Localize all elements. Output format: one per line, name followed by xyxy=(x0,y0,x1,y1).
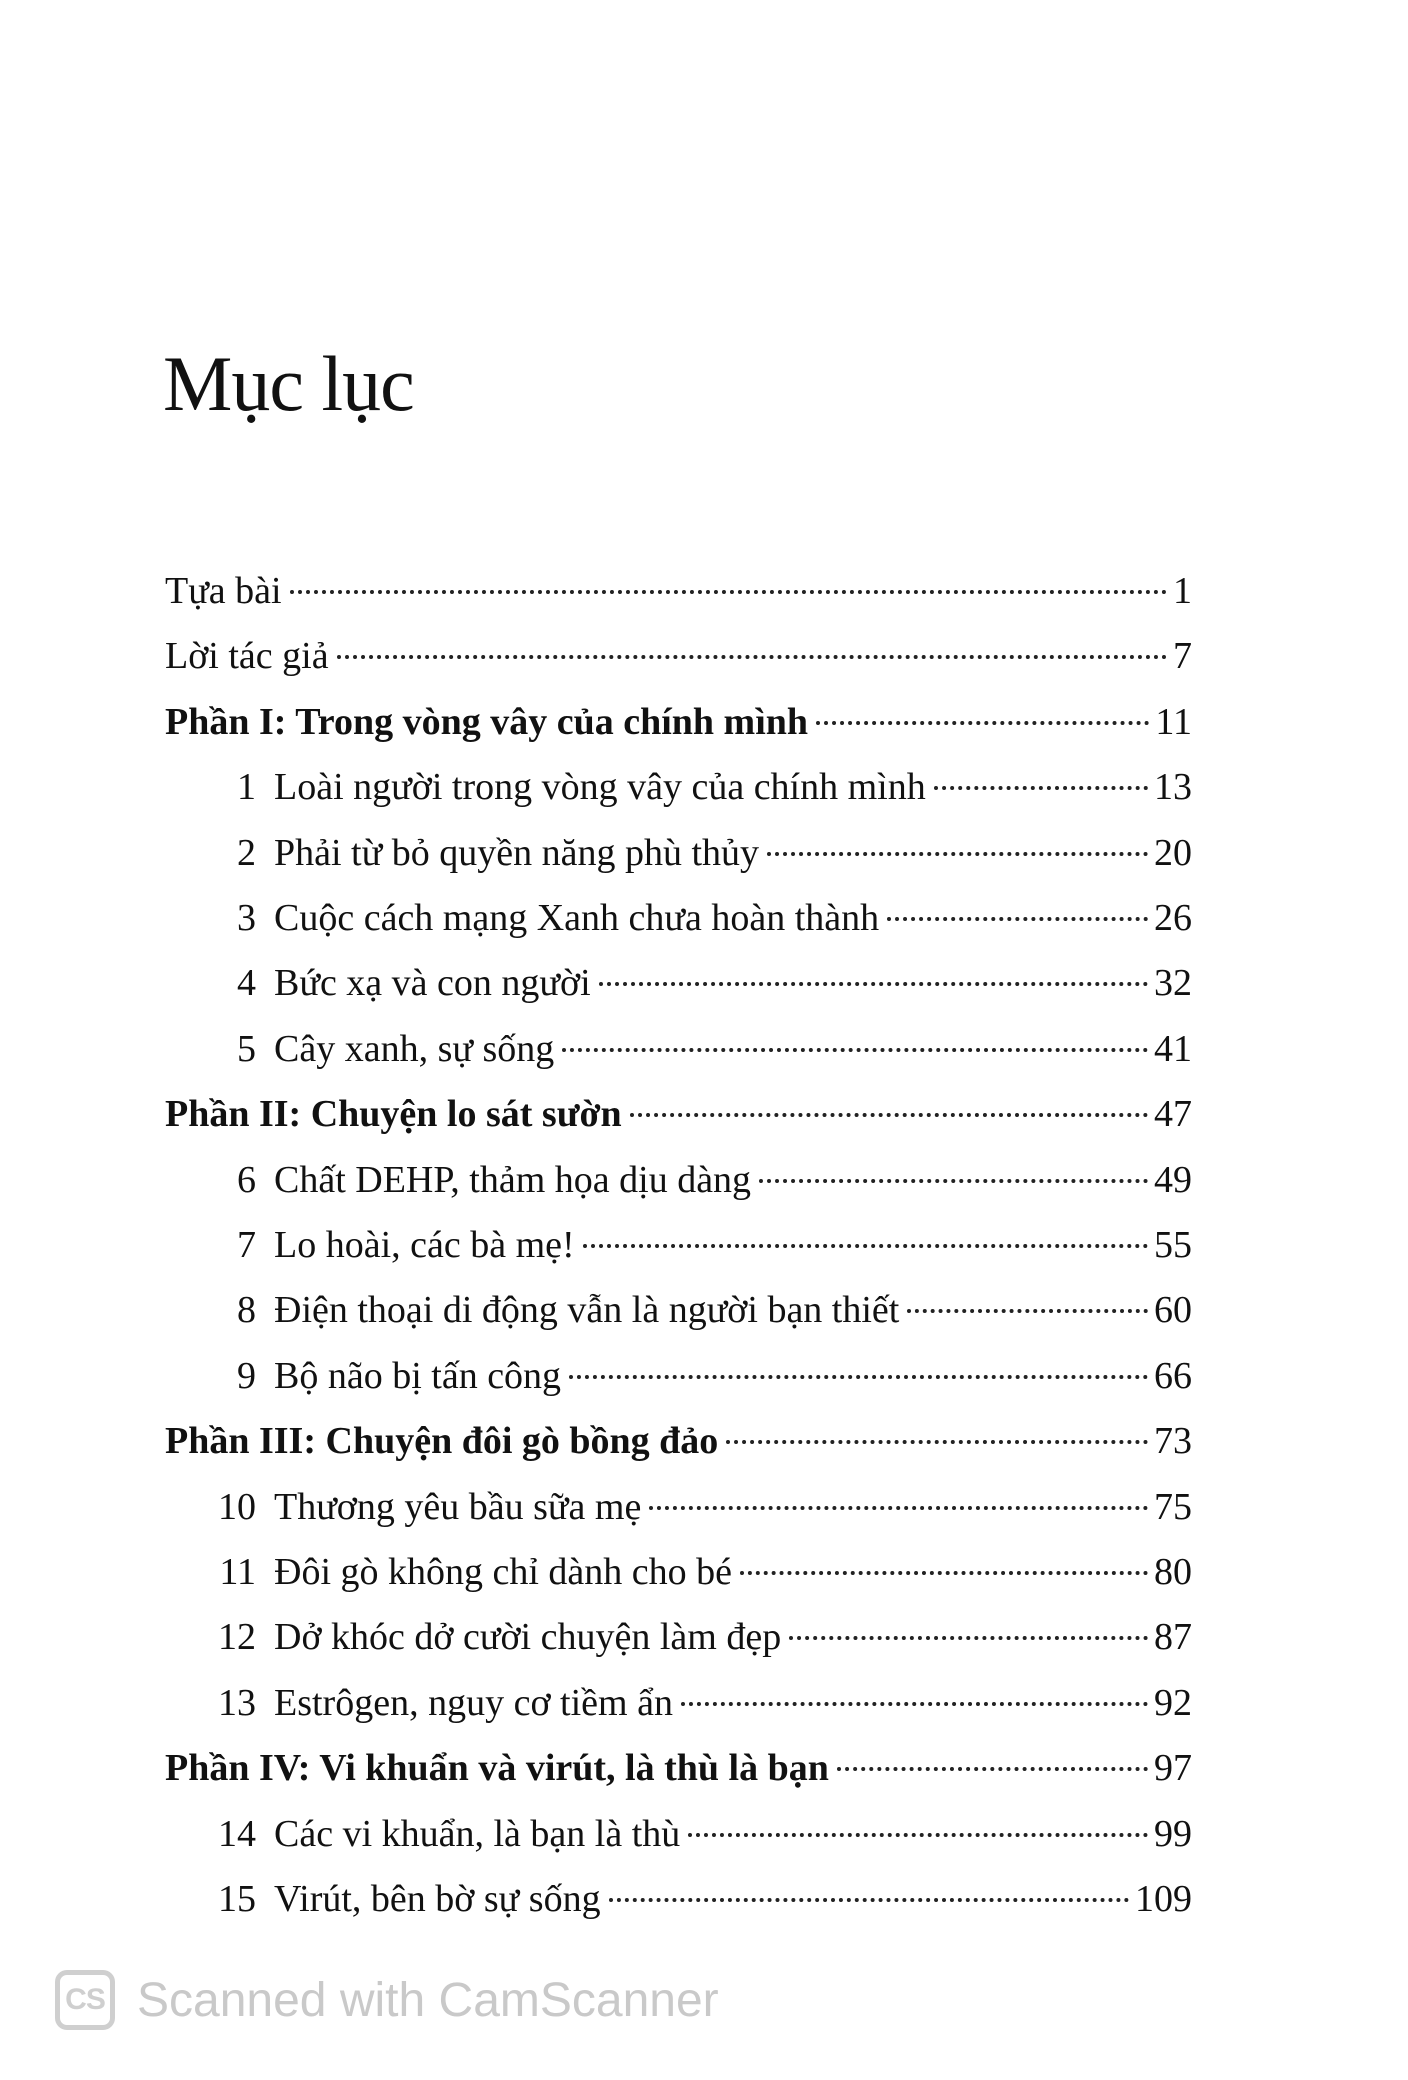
toc-page-number: 92 xyxy=(1154,1682,1192,1724)
toc-dot-leader xyxy=(789,1636,1148,1640)
toc-dot-leader xyxy=(630,1113,1148,1117)
toc-dot-leader xyxy=(816,721,1149,725)
toc-page-number: 41 xyxy=(1154,1028,1192,1070)
toc-dot-leader xyxy=(569,1375,1148,1379)
toc-dot-leader xyxy=(649,1506,1148,1510)
toc-page-number: 7 xyxy=(1173,635,1192,677)
toc-entry-title: Virút, bên bờ sự sống xyxy=(274,1878,601,1920)
toc-page-number: 47 xyxy=(1154,1093,1192,1135)
toc-chapter-number: 2 xyxy=(237,832,256,874)
toc-entry-title: Bộ não bị tấn công xyxy=(274,1355,562,1397)
toc-page-number: 13 xyxy=(1154,766,1192,808)
toc-page-number: 99 xyxy=(1154,1813,1192,1855)
toc-chapter-entry xyxy=(200,1806,1192,1862)
toc-entry-title: Dở khóc dở cười chuyện làm đẹp xyxy=(274,1616,782,1658)
toc-entry-title: Lo hoài, các bà mẹ! xyxy=(274,1224,575,1266)
toc-chapter-number: 1 xyxy=(237,766,256,808)
toc-chapter-entry xyxy=(200,1152,1192,1208)
toc-page-number: 97 xyxy=(1154,1747,1192,1789)
toc-chapter-entry xyxy=(200,1021,1192,1077)
toc-dot-leader xyxy=(907,1309,1148,1313)
toc-entry-title: Cuộc cách mạng Xanh chưa hoàn thành xyxy=(274,897,880,939)
toc-page-number: 66 xyxy=(1154,1355,1192,1397)
toc-chapter-number: 11 xyxy=(219,1551,256,1593)
toc-chapter-entry xyxy=(200,1675,1192,1731)
toc-chapter-number: 9 xyxy=(237,1355,256,1397)
toc-chapter-number: 8 xyxy=(237,1289,256,1331)
toc-chapter-number: 15 xyxy=(218,1878,256,1920)
toc-page-number: 32 xyxy=(1154,962,1192,1004)
toc-entry-title: Cây xanh, sự sống xyxy=(274,1028,555,1070)
toc-page-number: 109 xyxy=(1135,1878,1192,1920)
toc-entry-title: Phải từ bỏ quyền năng phù thủy xyxy=(274,832,760,874)
toc-chapter-entry xyxy=(200,1282,1192,1338)
toc-page-number: 73 xyxy=(1154,1420,1192,1462)
toc-dot-leader xyxy=(337,655,1167,659)
toc-dot-leader xyxy=(290,590,1167,594)
toc-entry-title: Điện thoại di động vẫn là người bạn thiết xyxy=(274,1289,900,1331)
toc-dot-leader xyxy=(887,917,1148,921)
toc-page-number: 75 xyxy=(1154,1486,1192,1528)
toc-chapter-number: 4 xyxy=(237,962,256,1004)
toc-chapter-entry xyxy=(200,955,1192,1011)
toc-part-heading xyxy=(165,1086,1192,1142)
toc-dot-leader xyxy=(740,1571,1148,1575)
camscanner-watermark xyxy=(55,1967,719,2033)
camscanner-logo-icon: CS xyxy=(55,1970,115,2030)
toc-chapter-number: 3 xyxy=(237,897,256,939)
toc-entry-title: Đôi gò không chỉ dành cho bé xyxy=(274,1551,733,1593)
toc-page-number: 80 xyxy=(1154,1551,1192,1593)
toc-dot-leader xyxy=(726,1440,1148,1444)
toc-dot-leader xyxy=(934,786,1148,790)
page-title: Mục lục xyxy=(163,340,414,427)
toc-front-entry xyxy=(165,563,1192,619)
toc-chapter-number: 7 xyxy=(237,1224,256,1266)
toc-entry-title: Loài người trong vòng vây của chính mình xyxy=(274,766,926,808)
toc-chapter-entry xyxy=(200,1871,1192,1927)
toc-dot-leader xyxy=(837,1767,1148,1771)
toc-page-number: 11 xyxy=(1155,701,1192,743)
toc-entry-title: Phần II: Chuyện lo sát sườn xyxy=(165,1093,622,1135)
toc-entry-title: Chất DEHP, thảm họa dịu dàng xyxy=(274,1159,752,1201)
toc-chapter-entry xyxy=(200,890,1192,946)
toc-page-number: 49 xyxy=(1154,1159,1192,1201)
toc-page-number: 20 xyxy=(1154,832,1192,874)
toc-chapter-number: 14 xyxy=(218,1813,256,1855)
toc-dot-leader xyxy=(599,982,1148,986)
toc-entry-title: Các vi khuẩn, là bạn là thù xyxy=(274,1813,681,1855)
toc-entry-title: Lời tác giả xyxy=(165,635,329,677)
toc-chapter-entry xyxy=(200,1348,1192,1404)
toc-page-number: 60 xyxy=(1154,1289,1192,1331)
toc-part-heading xyxy=(165,1413,1192,1469)
toc-dot-leader xyxy=(688,1833,1148,1837)
toc-entry-title: Estrôgen, nguy cơ tiềm ẩn xyxy=(274,1682,673,1724)
toc-part-heading xyxy=(165,1740,1192,1796)
toc-entry-title: Bức xạ và con người xyxy=(274,962,591,1004)
toc-dot-leader xyxy=(681,1702,1148,1706)
toc-page-number: 87 xyxy=(1154,1616,1192,1658)
toc-chapter-number: 13 xyxy=(218,1682,256,1724)
toc-entry-title: Phần IV: Vi khuẩn và virút, là thù là bạn xyxy=(165,1747,829,1789)
toc-chapter-entry xyxy=(200,825,1192,881)
toc-chapter-number: 10 xyxy=(218,1486,256,1528)
toc-dot-leader xyxy=(759,1179,1148,1183)
toc-chapter-entry xyxy=(200,1479,1192,1535)
toc-chapter-number: 5 xyxy=(237,1028,256,1070)
toc-chapter-entry xyxy=(200,1217,1192,1273)
toc-entry-title: Phần III: Chuyện đôi gò bồng đảo xyxy=(165,1420,719,1462)
toc-entry-title: Phần I: Trong vòng vây của chính mình xyxy=(165,701,809,743)
toc-page-number: 1 xyxy=(1173,570,1192,612)
toc-chapter-number: 12 xyxy=(218,1616,256,1658)
toc-dot-leader xyxy=(609,1898,1129,1902)
toc-entry-title: Thương yêu bầu sữa mẹ xyxy=(274,1486,642,1528)
toc-chapter-number: 6 xyxy=(237,1159,256,1201)
toc-page-number: 55 xyxy=(1154,1224,1192,1266)
toc-chapter-entry xyxy=(200,1544,1192,1600)
toc-chapter-entry xyxy=(200,1609,1192,1665)
toc-front-entry xyxy=(165,628,1192,684)
toc-dot-leader xyxy=(583,1244,1148,1248)
toc-part-heading xyxy=(165,694,1192,750)
toc-entry-title: Tựa bài xyxy=(165,570,282,612)
toc-dot-leader xyxy=(767,852,1148,856)
watermark-text: Scanned with CamScanner xyxy=(137,1973,719,2027)
toc-page-number: 26 xyxy=(1154,897,1192,939)
toc-chapter-entry xyxy=(200,759,1192,815)
toc-dot-leader xyxy=(562,1048,1148,1052)
